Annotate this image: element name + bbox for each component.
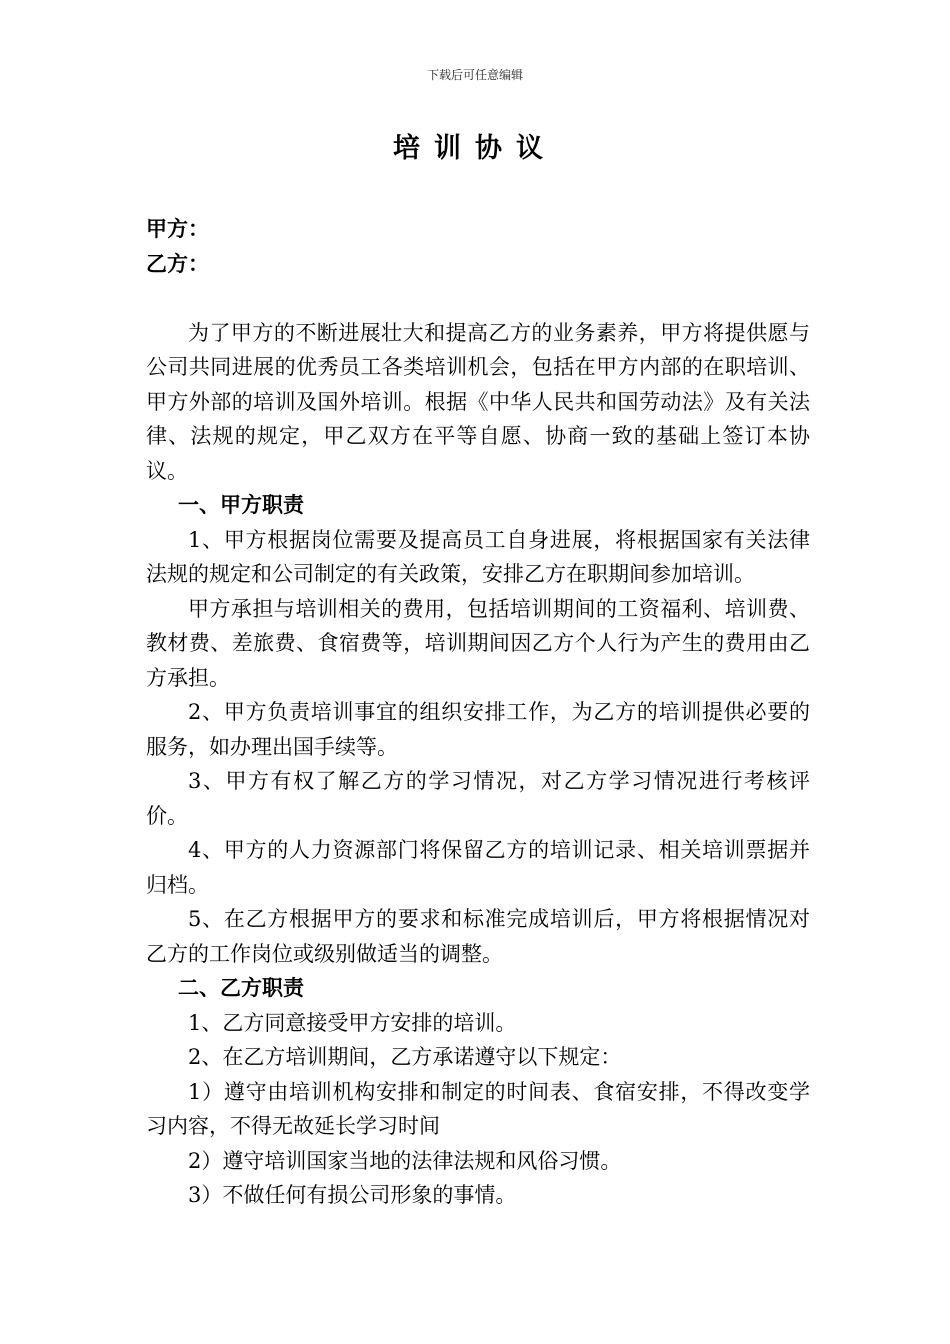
section1-item-fees: 甲方承担与培训相关的费用，包括培训期间的工资福利、培训费、教材费、差旅费、食宿费等，培训期间因乙方个人行为产生的费用由乙方承担。 xyxy=(146,596,810,690)
section2-item-2: 2、在乙方培训期间，乙方承诺遵守以下规定： xyxy=(188,1045,622,1069)
section2-rule-2: 2）遵守培训国家当地的法律法规和风俗习惯。 xyxy=(188,1148,622,1173)
section1-item-4: 4、甲方的人力资源部门将保留乙方的培训记录、相关培训票据并归档。 xyxy=(146,838,810,897)
party-a-label: 甲方： xyxy=(146,217,209,241)
section-heading-party-a-duties: 一、甲方职责 xyxy=(178,493,304,517)
document-title: 培训协议 xyxy=(393,133,557,164)
header-note: 下载后可任意编辑 xyxy=(426,68,523,82)
section1-item-3: 3、甲方有权了解乙方的学习情况，对乙方学习情况进行考核评价。 xyxy=(146,769,810,828)
section1-item-2: 2、甲方负责培训事宜的组织安排工作，为乙方的培训提供必要的服务，如办理出国手续等。 xyxy=(146,700,810,759)
document-body xyxy=(146,212,810,1213)
intro-paragraph: 为了甲方的不断进展壮大和提高乙方的业务素养，甲方将提供愿与公司共同进展的优秀员工各类培训机会，包括在甲方内部的在职培训、甲方外部的培训及国外培训。根据《中华人民共和国劳动法》及有关法律、法规的规定，甲乙双方在平等自愿、协商一致的基础上签订本协议。 xyxy=(146,320,810,483)
party-b-label: 乙方： xyxy=(146,251,209,276)
section2-rule-1: 1）遵守由培训机构安排和制定的时间表、食宿安排，不得改变学习内容，不得无故延长学习时间 xyxy=(146,1079,810,1138)
section1-item-5: 5、在乙方根据甲方的要求和标准完成培训后，甲方将根据情况对乙方的工作岗位或级别做适当的调整。 xyxy=(146,907,810,966)
blank-line xyxy=(146,281,810,316)
section-heading-party-b-duties: 二、乙方职责 xyxy=(178,976,304,1000)
section2-item-1: 1、乙方同意接受甲方安排的培训。 xyxy=(188,1010,517,1035)
section1-item-1: 1、甲方根据岗位需要及提高员工自身进展，将根据国家有关法律法规的规定和公司制定的有关政策，安排乙方在职期间参加培训。 xyxy=(146,527,810,586)
section2-rule-3: 3）不做任何有损公司形象的事情。 xyxy=(188,1183,517,1207)
